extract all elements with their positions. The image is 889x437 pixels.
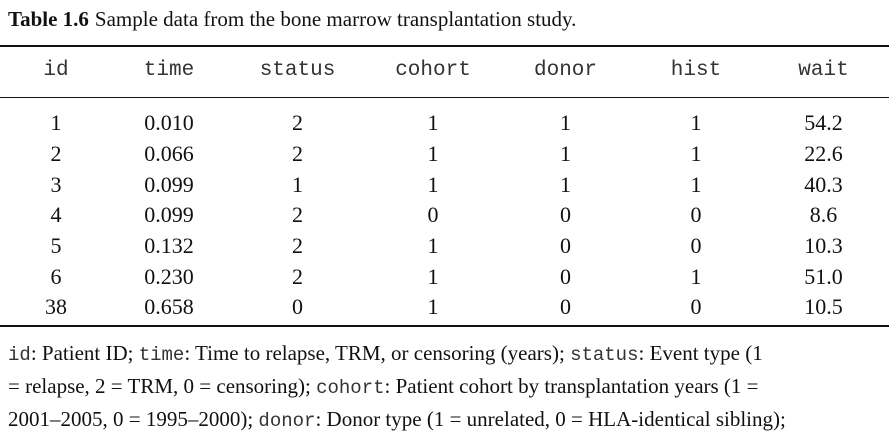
- cell-donor: 1: [560, 171, 571, 197]
- cell-time: 0.132: [144, 233, 194, 259]
- footnote-text: : Event type (1: [638, 341, 763, 365]
- column-header-status: status: [259, 58, 336, 82]
- cell-time: 0.099: [144, 171, 194, 197]
- cell-cohort: 1: [427, 110, 439, 136]
- cell-wait: 8.6: [809, 202, 838, 228]
- table-caption-text: Sample data from the bone marrow transplantation study.: [94, 7, 577, 31]
- table-body: [0, 108, 889, 323]
- footnote-text: : Donor type (1 = unrelated, 0 = HLA-identical sibling);: [315, 407, 786, 431]
- cell-wait: 10.3: [804, 233, 843, 259]
- cell-donor: 0: [560, 263, 571, 289]
- cell-id: 2: [50, 141, 62, 167]
- cell-hist: 0: [690, 294, 702, 320]
- cell-donor: 0: [560, 233, 571, 259]
- footnote-text: 2001–2005, 0 = 1995–2000);: [8, 407, 259, 431]
- cell-id: 5: [50, 233, 62, 259]
- cell-time: 0.099: [144, 202, 194, 228]
- cell-time: 0.230: [144, 263, 194, 289]
- table-row: [0, 200, 889, 231]
- column-header-wait: wait: [798, 58, 849, 82]
- footnote-text: : Patient ID;: [30, 341, 139, 365]
- cell-donor: 0: [560, 294, 571, 320]
- footnote-variable-name: status: [570, 344, 639, 366]
- header-table: [0, 55, 889, 85]
- footnote-line: [8, 404, 888, 437]
- cell-hist: 0: [690, 202, 702, 228]
- footnote-text: : Time to relapse, TRM, or censoring (years);: [184, 341, 571, 365]
- cell-hist: 1: [690, 110, 702, 136]
- cell-donor: 1: [560, 141, 571, 167]
- cell-status: 1: [292, 171, 303, 197]
- cell-id: 4: [50, 202, 62, 228]
- cell-wait: 51.0: [804, 263, 843, 289]
- cell-status: 2: [292, 110, 303, 136]
- cell-wait: 10.5: [804, 294, 843, 320]
- column-header-id: id: [43, 58, 69, 82]
- cell-id: 3: [50, 171, 62, 197]
- header-row: [0, 55, 889, 85]
- table-footnote: [8, 338, 888, 437]
- table-row: [0, 231, 889, 262]
- cell-status: 2: [292, 233, 303, 259]
- cell-hist: 1: [690, 263, 702, 289]
- footnote-variable-name: id: [8, 344, 31, 366]
- cell-hist: 0: [690, 233, 702, 259]
- footnote-line: [8, 338, 888, 371]
- cell-donor: 0: [560, 202, 571, 228]
- cell-cohort: 1: [427, 171, 439, 197]
- body-table: [0, 108, 889, 323]
- cell-cohort: 1: [427, 233, 439, 259]
- table-row: [0, 292, 889, 323]
- table-top-rule: [0, 45, 889, 47]
- table-row: [0, 108, 889, 139]
- table-bottom-rule: [0, 325, 889, 327]
- column-header-cohort: cohort: [395, 58, 471, 82]
- table-caption: [8, 6, 576, 32]
- cell-id: 1: [50, 110, 62, 136]
- table-header: [0, 55, 889, 85]
- footnote-variable-name: cohort: [316, 377, 385, 399]
- cell-cohort: 1: [427, 294, 439, 320]
- cell-id: 6: [50, 263, 62, 289]
- cell-time: 0.658: [144, 294, 194, 320]
- cell-cohort: 0: [427, 202, 439, 228]
- cell-cohort: 1: [427, 141, 439, 167]
- column-header-time: time: [143, 58, 195, 82]
- table-number: Table 1.6: [8, 7, 89, 31]
- table-header-rule: [0, 97, 889, 98]
- table-row: [0, 261, 889, 292]
- footnote-line: [8, 371, 888, 404]
- footnote-text: = relapse, 2 = TRM, 0 = censoring);: [8, 374, 317, 398]
- table-row: [0, 169, 889, 200]
- cell-wait: 40.3: [804, 171, 843, 197]
- cell-time: 0.066: [144, 141, 194, 167]
- cell-status: 2: [292, 141, 303, 167]
- cell-status: 0: [292, 294, 303, 320]
- footnote-variable-name: donor: [258, 410, 316, 432]
- footnote-variable-name: time: [138, 344, 185, 366]
- cell-id: 38: [45, 294, 67, 320]
- cell-status: 2: [292, 202, 303, 228]
- cell-time: 0.010: [144, 110, 194, 136]
- cell-cohort: 1: [427, 263, 439, 289]
- footnote-text: : Patient cohort by transplantation years (1 =: [384, 374, 759, 398]
- cell-status: 2: [292, 263, 303, 289]
- cell-wait: 22.6: [804, 141, 843, 167]
- cell-hist: 1: [690, 171, 702, 197]
- column-header-hist: hist: [670, 58, 722, 82]
- table-row: [0, 139, 889, 170]
- cell-wait: 54.2: [804, 110, 843, 136]
- cell-hist: 1: [690, 141, 702, 167]
- cell-donor: 1: [560, 110, 571, 136]
- column-header-donor: donor: [533, 58, 597, 82]
